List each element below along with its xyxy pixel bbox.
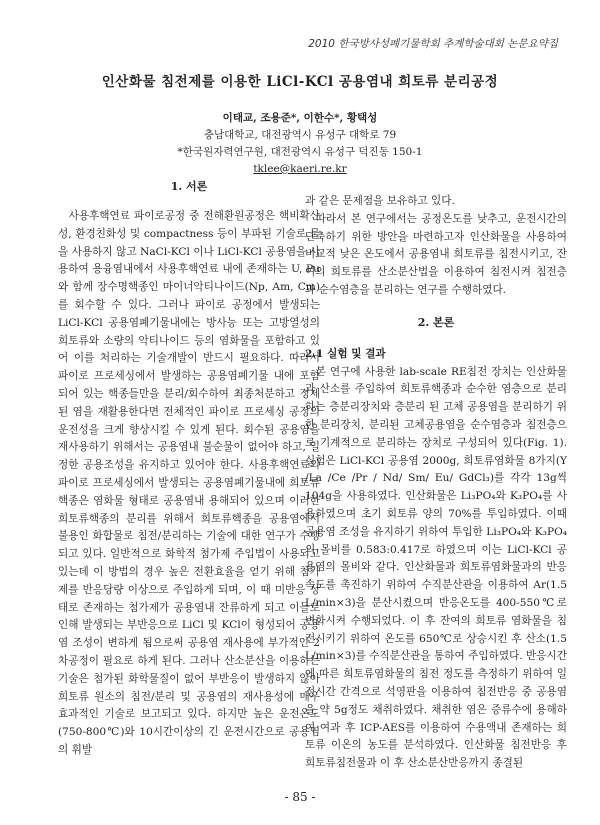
- left-column: [58, 178, 320, 760]
- affiliation-2: *한국원자력연구원, 대전광역시 유성구 덕진동 150-1: [177, 146, 423, 158]
- affiliation-1: 충남대학교, 대전광역시 유성구 대학로 79: [203, 129, 397, 141]
- author-names: 이태교, 조용준*, 이한수*, 황택성: [222, 112, 378, 124]
- page-number: - 85 -: [284, 790, 316, 804]
- section-heading-body: 2. 본론: [417, 315, 455, 329]
- experiment-paragraph: 본 연구에 사용한 lab-scale RE침전 장치는 인산화물과 산소를 주입하여 희토류핵종과 순수한 염층으로 분리하는 층분리장치와 층분리 된 고체 공용염을 분리하기 위한 분리장치, 분리된 고체공용염을 순수염층과 침전층으로 기계적으로 분리하는 장치로 구성되어 있다(Fig. 1). 실험은 LiCl-KCl 공용염 2000g, 희토류염화물 8가지(Y /La /Ce /Pr / Nd/ Sm/ Eu/ GdCl₃)를 각각 13g씩 104g을 사용하였다. 인산화물은 Li₃PO₄와 K₃PO₄를 사용하였으며 초기 회토류 양의 70%를 투입하였다. 이때 공용염 조성을 유지하기 위하여 투입한 Li₃PO₄와 K₃PO₄의 몰비를 0.583:0.417로 하였으며 이는 LiCl-KCl 공용염의 몰비와 같다. 인산화물과 희토류염화물과의 반응속도를 촉진하기 위하여 수직분산관을 이용하여 Ar(1.5 L/min×3)을 분산시켰으며 반응온도를 400-550℃로 변화시켜 수행되었다. 이 후 잔여의 희토류 염화물을 침전시키기 위하여 온도를 650℃로 상승시킨 후 산소(1.5 L/min×3)를 수직분산관을 통하여 주입하였다. 반응시간에 따른 희토류염화물의 침전 정도를 측정하기 위하여 일정시간 간격으로 석영판을 이용하여 침전반응 중 공용염을 약 5g정도 채취하였다. 채취한 염은 증류수에 용해하여 여과 후 ICP-AES를 이용하여 수용액내 존재하는 희토류 이온의 농도를 분석하였다. 인산화물 침전반응 후 희토류침전물과 이 후 산소분산반응까지 종결된: [305, 365, 567, 770]
- intro-paragraph-2: 따라서 본 연구에서는 공정온도를 낮추고, 운전시간의 단축하기 위한 방안을 마련하고자 인산화물을 사용하여 비교적 낮은 온도에서 공용염내 희토류를 침전시키고, 잔여의 희토류를 산소분산법을 이용하여 침전시켜 침전층과 순수염층을 분리하는 연구를 수행하였다.: [305, 212, 567, 296]
- section-heading-introduction: 1. 서론: [170, 180, 208, 193]
- author-email[interactable]: tklee@kaeri.re.kr: [253, 163, 347, 175]
- conference-header: 2010 한국방사성폐기물학회 추계학술대회 논문요약집: [308, 38, 558, 50]
- author-block: [0, 110, 600, 178]
- intro-paragraph: 사용후핵연료 파이로공정 중 전해환원공정은 핵비확산성, 환경친화성 및 compactness 등이 부파된 기술로 물을 사용하지 않고 NaCl-KCl 이나 LiCl-KCl 공용염을 사용하여 용융염내에서 사용후핵연료 내에 존재하는 U, Pu와 함께 장수명핵종인 마이너악티나이드(Np, Am, Cm)를 회수할 수 있다. 그러나 파이로 공정에서 발생되는 LiCl-KCl 공용염폐기물내에는 방사능 또는 고방열성의 희토류와 소량의 악티나이드 등의 염화물을 포함하고 있어 이를 처리하는 기술개발이 반드시 필요하다. 따라서 파이로 프로세싱에서 발생하는 공용염폐기물 내에 포함되어 있는 핵종들만을 분리/회수하여 최종처분하고 정제된 염을 재활용한다면 전체적인 파이로 프로세싱 공정의 운전성을 크게 향상시킬 수 있게 된다. 회수된 공용염을 재사용하기 위해서는 공용염내 불순물이 없어야 하고, 일정한 공용조성을 유지하고 있어야 한다. 사용후핵연료의 파이로 프로세싱에서 발생되는 공용염폐기물내에 희토류핵종은 염화물 형태로 공용염내 용해되어 있으며 이러한 희토류핵종의 분리를 위해서 희토류핵종을 공용염에서 불용인 화합물로 침전/분리하는 기술에 대한 연구가 수행되고 있다. 일반적으로 화학적 첨가제 주입법이 사용되고 있는데 이 방법의 경우 높은 전환효율을 얻기 위해 첨가제를 반응당량 이상으로 주입하게 되며, 이 때 미반응 상태로 존재하는 첨가제가 공용염내 잔류하게 되고 이들로 인해 발생되는 부반응으로 LiCl 및 KCl이 형성되어 공용염 조성이 변하게 됨으로써 공용염 재사용에 부가적인 2차공정이 필요로 하게 된다. 그러나 산소분산을 이용하는 기술은 첨가된 화학물질이 없어 부반응이 발생하지 않아 희토류 원소의 침전/분리 및 공용염의 재사용성에 매우 효과적인 기술로 보고되고 있다. 하지만 높은 운전온도(750-800℃)와 10시간이상의 긴 운전시간으로 공용염의 휘발: [58, 210, 320, 756]
- subsection-heading-experiment: 2.1 실험 및 결과: [305, 347, 386, 360]
- paper-title: 인산화물 침전제를 이용한 LiCl-KCl 공용염내 희토류 분리공정: [101, 74, 499, 90]
- right-column: [305, 193, 567, 773]
- intro-paragraph-continued: 과 같은 문제점을 보유하고 있다.: [305, 195, 455, 207]
